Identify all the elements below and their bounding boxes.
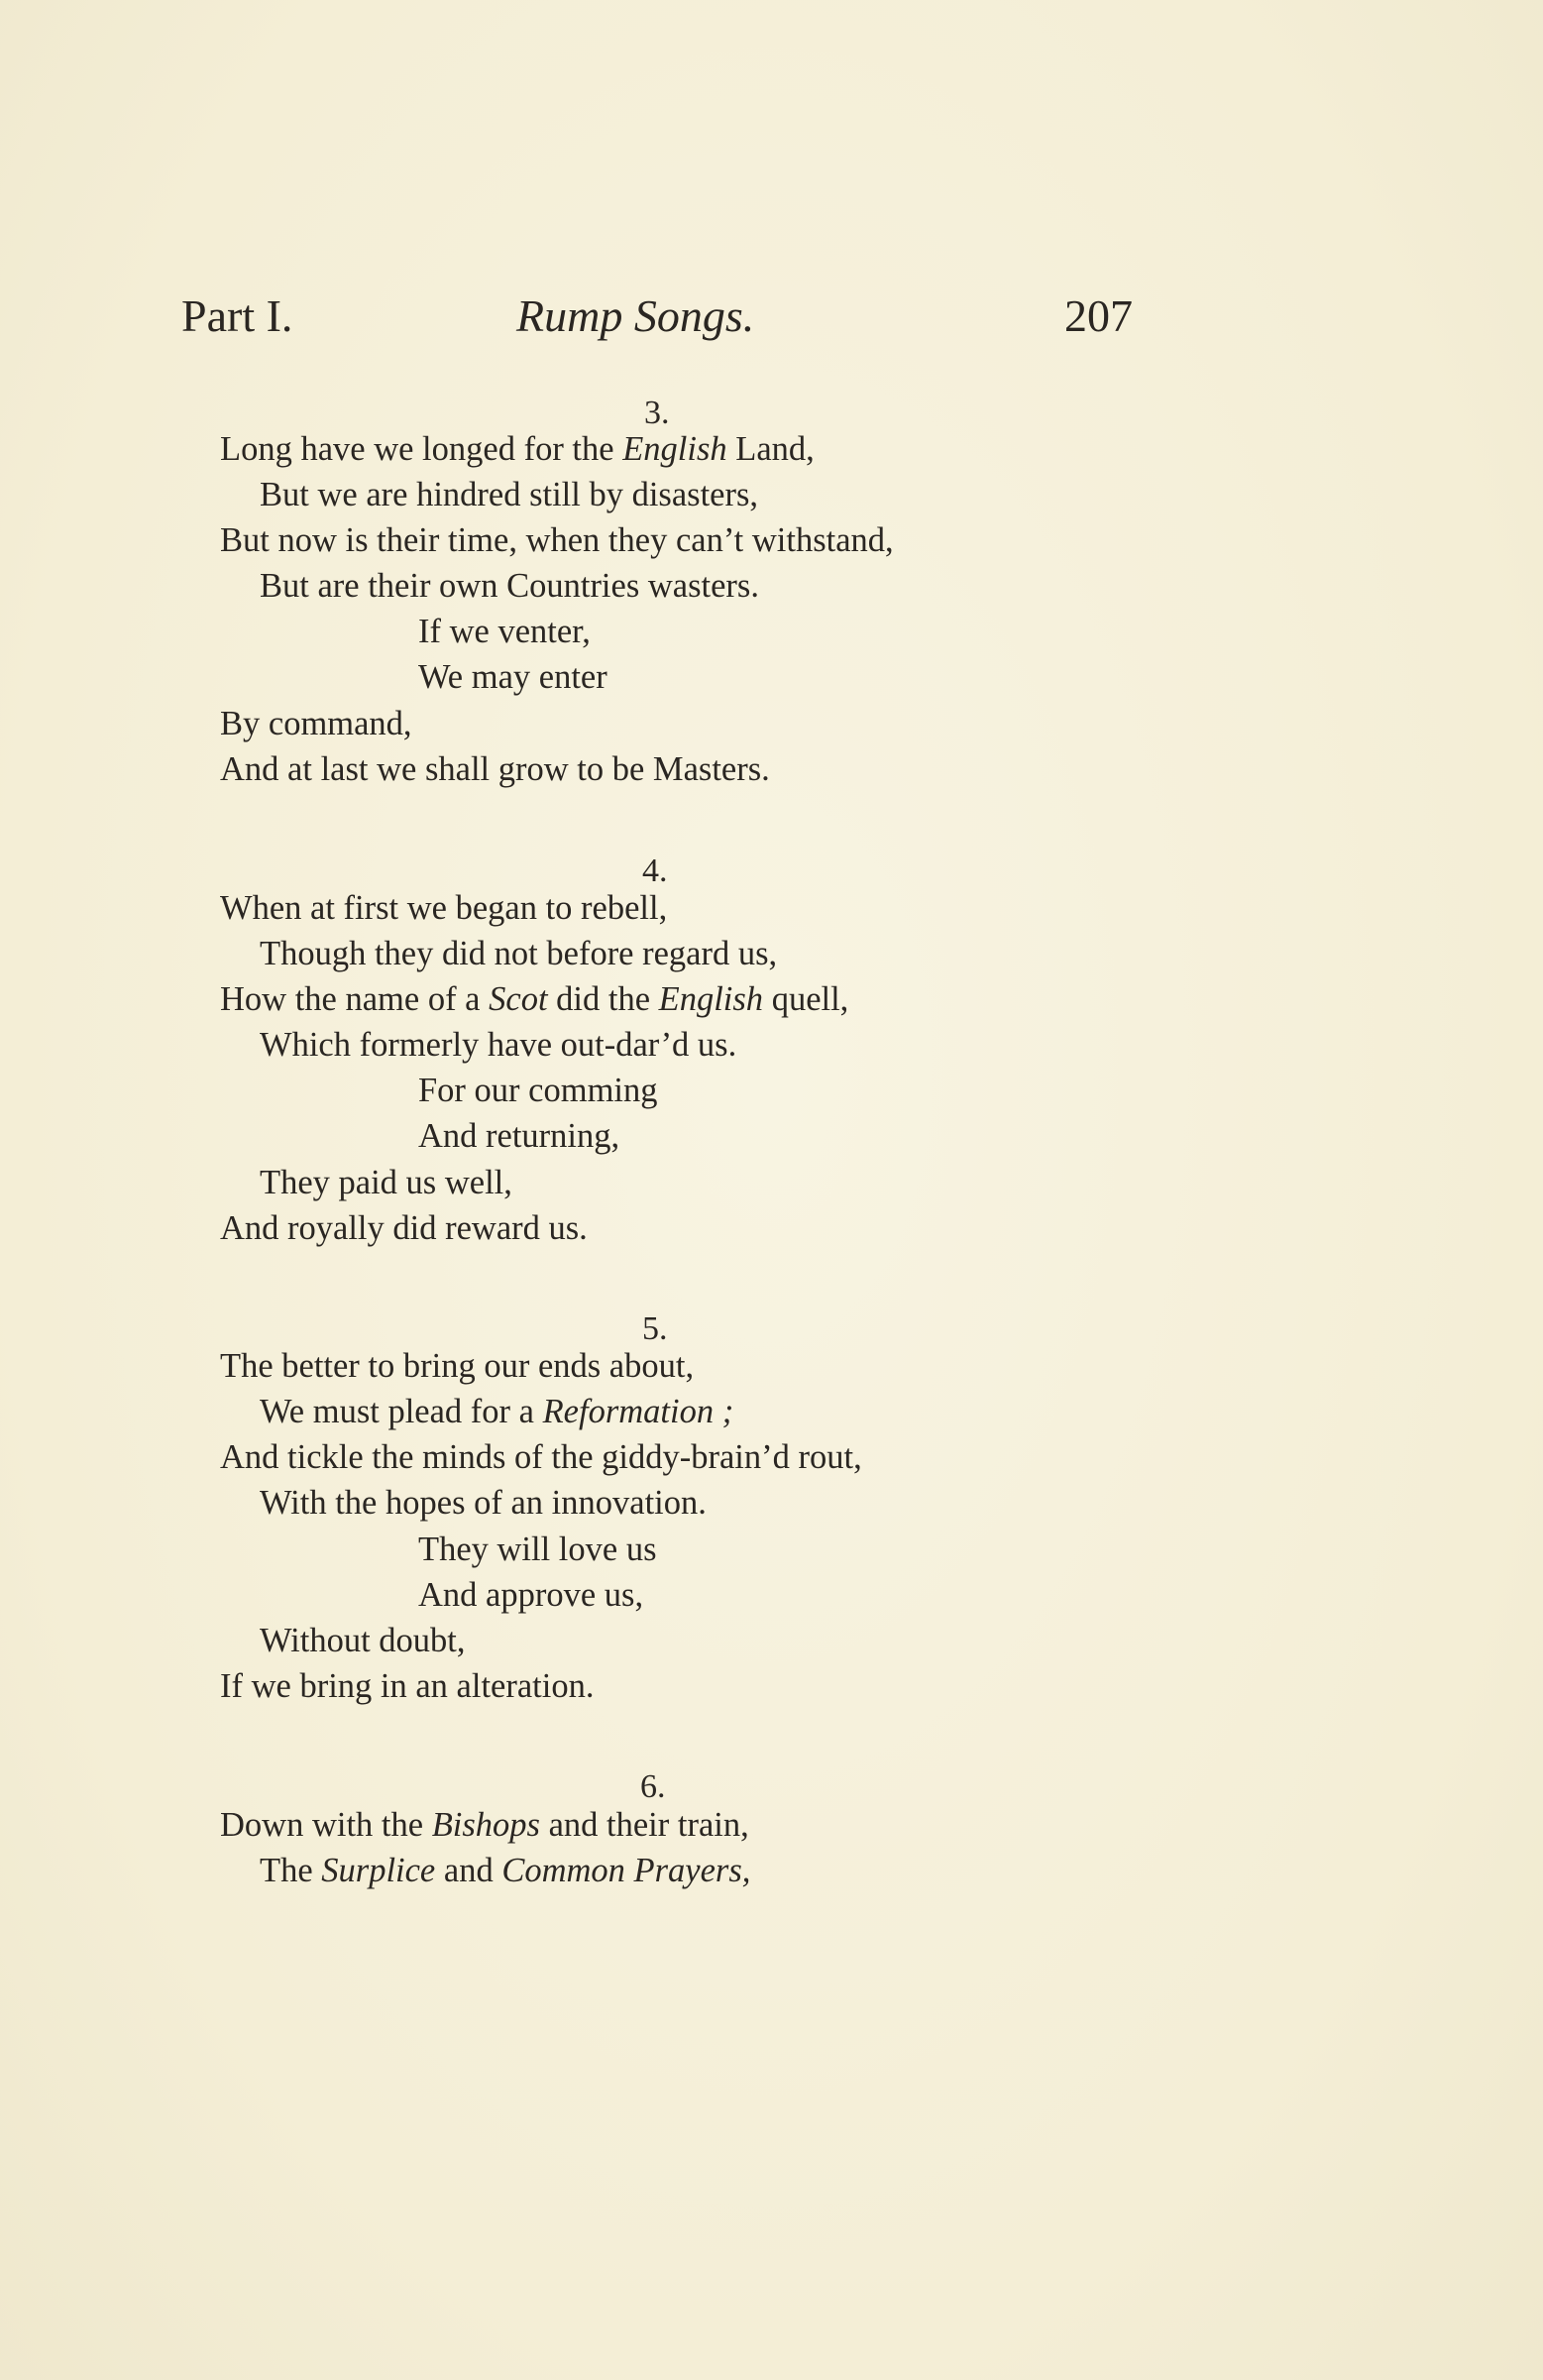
verse-line: When at first we began to rebell,	[220, 889, 668, 927]
stanza-number: 5.	[642, 1310, 668, 1347]
verse-line: By command,	[220, 705, 412, 742]
verse-line: But now is their time, when they can’t withstand,	[220, 521, 894, 559]
verse-line: They paid us well,	[260, 1164, 512, 1201]
verse-line: Long have we longed for the English Land,	[220, 430, 815, 468]
verse-line: Down with the Bishops and their train,	[220, 1806, 749, 1844]
verse-line: How the name of a Scot did the English quell,	[220, 980, 849, 1018]
verse-line: If we venter,	[418, 613, 591, 650]
verse-line: And at last we shall grow to be Masters.	[220, 750, 770, 788]
verse-line: Without doubt,	[260, 1622, 466, 1659]
page-number: 207	[1064, 290, 1133, 341]
verse-line: Though they did not before regard us,	[260, 935, 778, 972]
verse-line: We may enter	[418, 658, 607, 696]
verse-line: For our comming	[418, 1072, 658, 1109]
verse-line: And royally did reward us.	[220, 1209, 588, 1247]
verse-line: And tickle the minds of the giddy-brain’d rout,	[220, 1438, 862, 1476]
verse-line: If we bring in an alteration.	[220, 1667, 595, 1705]
stanza-number: 3.	[644, 395, 670, 431]
running-title: Rump Songs.	[516, 290, 755, 341]
verse-line: But are their own Countries wasters.	[260, 567, 759, 605]
verse-line: The better to bring our ends about,	[220, 1347, 695, 1385]
verse-line: And approve us,	[418, 1576, 644, 1614]
verse-line: And returning,	[418, 1117, 620, 1155]
verse-line: With the hopes of an innovation.	[260, 1484, 707, 1522]
running-header	[181, 289, 1133, 349]
verse-line: Which formerly have out-dar’d us.	[260, 1026, 737, 1064]
stanza-number: 6.	[640, 1768, 666, 1805]
verse-line: The Surplice and Common Prayers,	[260, 1852, 751, 1889]
part-label: Part I.	[181, 290, 293, 341]
verse-line: They will love us	[418, 1530, 657, 1568]
stanza-number: 4.	[642, 852, 668, 889]
verse-line: We must plead for a Reformation ;	[260, 1393, 734, 1430]
verse-line: But we are hindred still by disasters,	[260, 476, 759, 513]
